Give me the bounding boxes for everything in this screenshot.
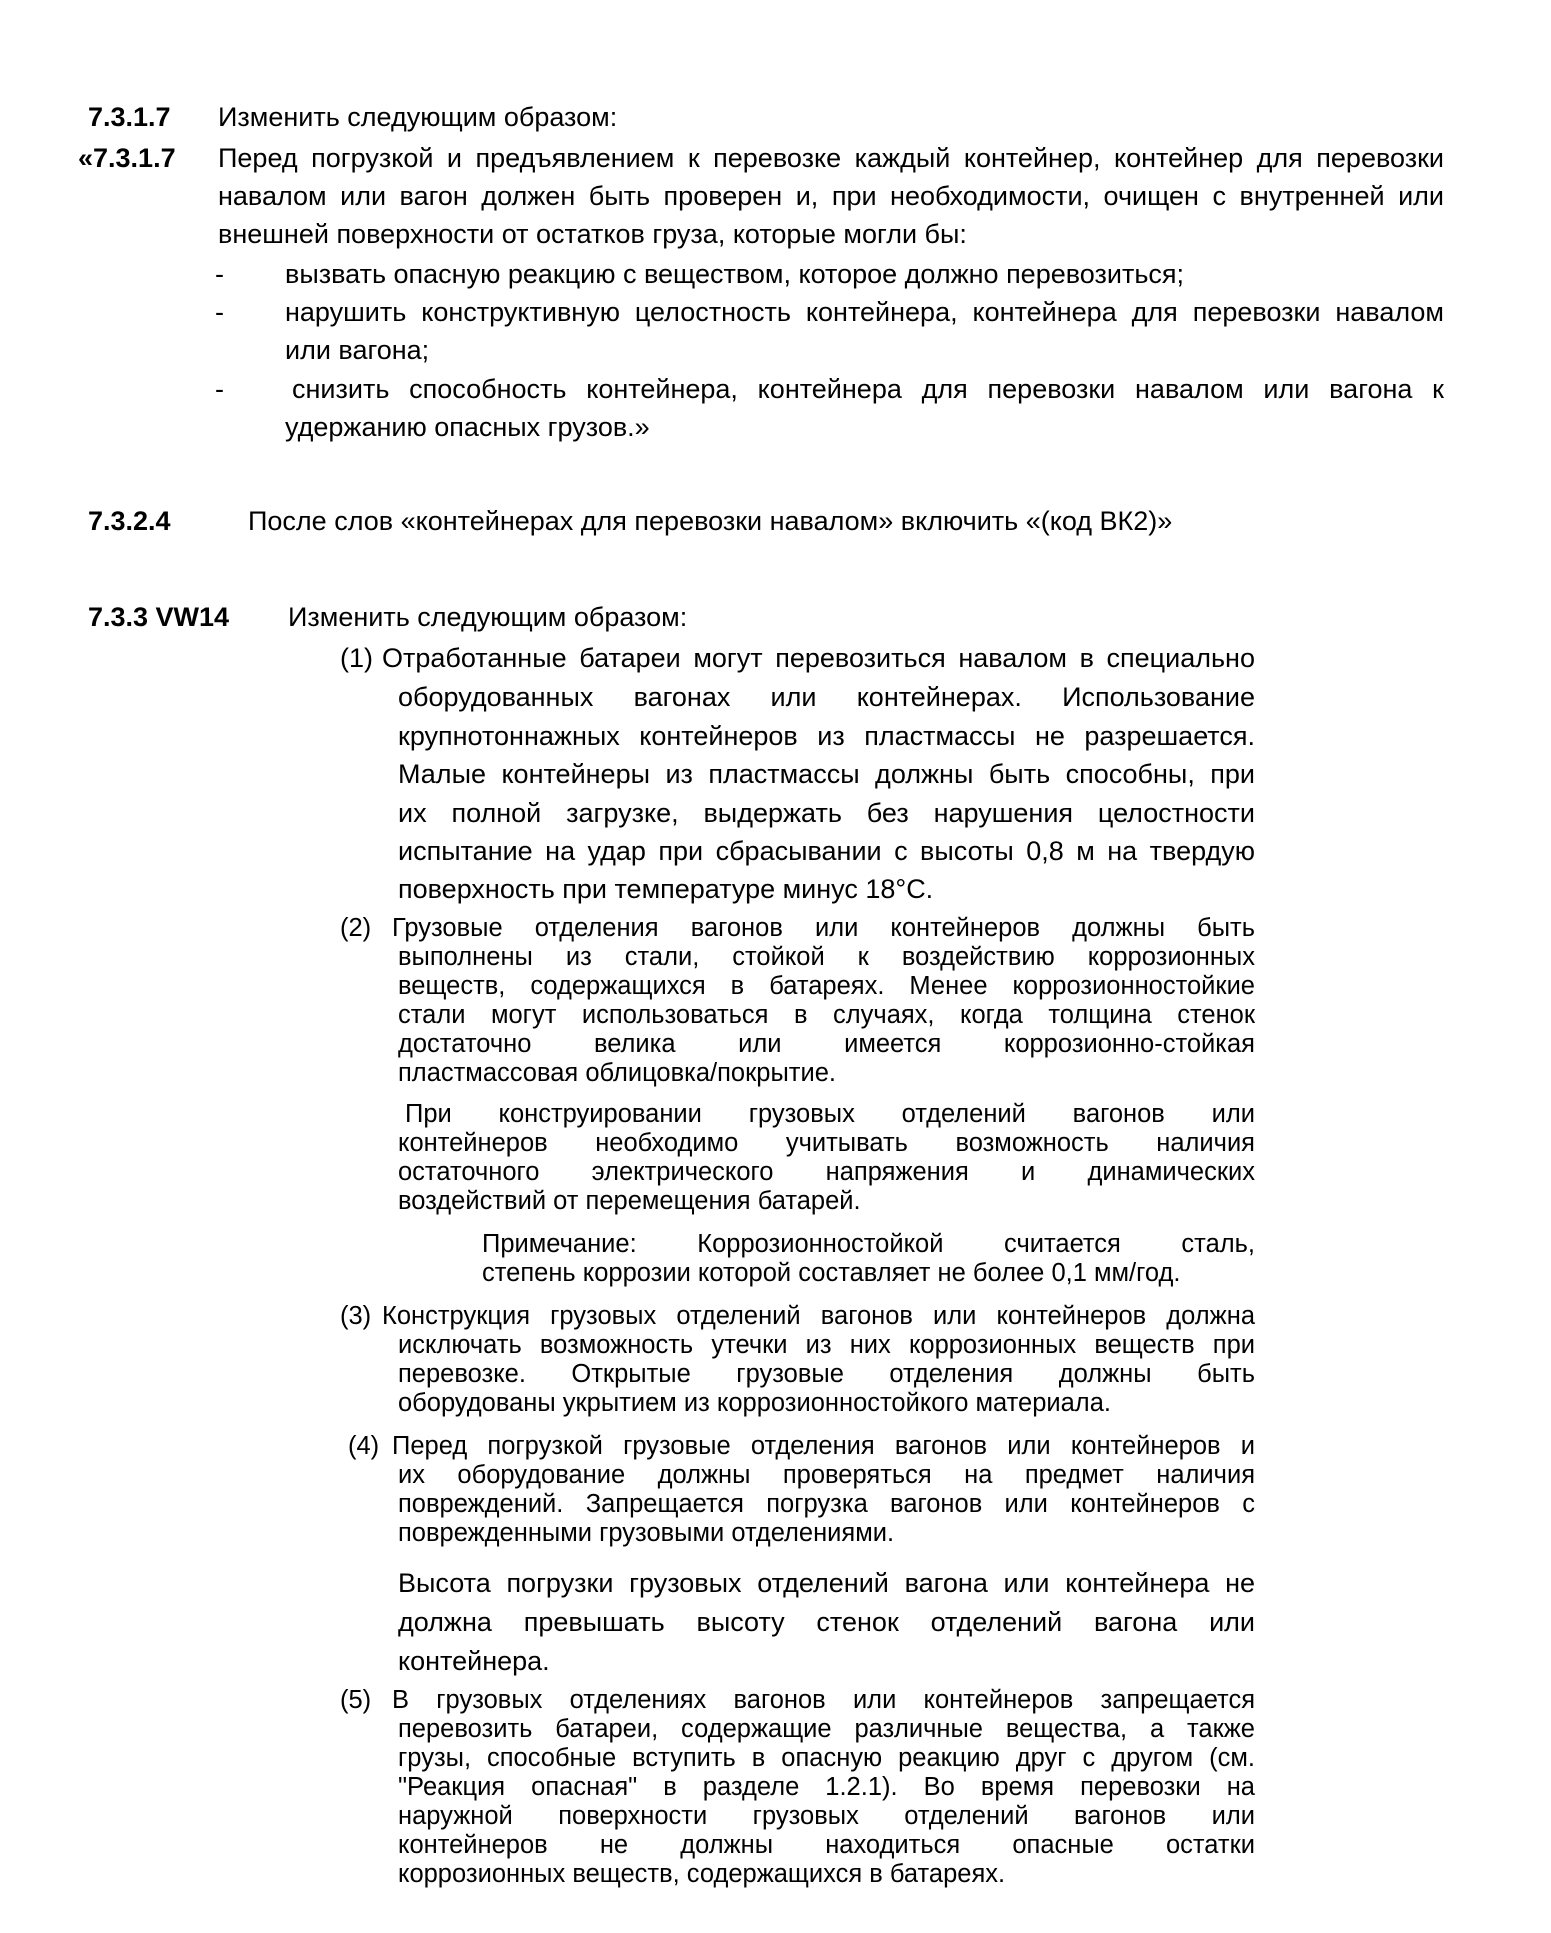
item-line: стали могут использоваться в случаях, когда толщина стенок: [398, 1001, 1255, 1029]
item-line: остаточного электрического напряжения и динамических: [398, 1158, 1255, 1186]
item-line: перевозить батареи, содержащие различные вещества, а также: [398, 1715, 1255, 1743]
item-line: контейнера.: [398, 1646, 550, 1676]
note-line: степень коррозии которой составляет не более 0,1 мм/год.: [482, 1259, 1181, 1287]
bullet-text: или вагона;: [285, 335, 430, 365]
item-line: должна превышать высоту стенок отделений вагона или: [398, 1607, 1255, 1637]
item-number: (1): [340, 643, 373, 673]
bullet-dash: -: [215, 297, 224, 327]
item-number: (5): [340, 1686, 372, 1714]
item-line: оборудованных вагонах или контейнерах. Использование: [398, 682, 1255, 712]
item-line: повреждений. Запрещается погрузка вагонов или контейнеров с: [398, 1490, 1255, 1518]
item-line: Грузовые отделения вагонов или контейнеров должны быть: [392, 914, 1255, 942]
item-line: поврежденными грузовыми отделениями.: [398, 1519, 895, 1547]
item-line: исключать возможность утечки из них коррозионных веществ при: [398, 1331, 1255, 1359]
bullet-dash: -: [215, 259, 224, 289]
item-line: пластмассовая облицовка/покрытие.: [398, 1059, 836, 1087]
item-line: перевозке. Открытые грузовые отделения должны быть: [398, 1360, 1255, 1388]
item-line: В грузовых отделениях вагонов или контейнеров запрещается: [392, 1686, 1255, 1714]
section-number: 7.3.1.7: [88, 102, 171, 132]
item-line: Отработанные батареи могут перевозиться навалом в специально: [382, 643, 1255, 673]
item-line: Перед погрузкой грузовые отделения вагонов или контейнеров и: [392, 1432, 1255, 1460]
item-line: коррозионных веществ, содержащихся в батареях.: [398, 1860, 1006, 1888]
bullet-text: снизить способность контейнера, контейнера для перевозки навалом или вагона к: [292, 374, 1444, 404]
bullet-text: вызвать опасную реакцию с веществом, которое должно перевозиться;: [285, 259, 1185, 289]
section-number: 7.3.3 VW14: [88, 602, 230, 632]
item-line: крупнотоннажных контейнеров из пластмассы не разрешается.: [398, 721, 1255, 751]
item-line: испытание на удар при сбрасывании с высоты 0,8 м на твердую: [398, 836, 1255, 866]
paragraph-line: внешней поверхности от остатков груза, которые могли бы:: [218, 219, 967, 249]
item-line: поверхность при температуре минус 18°С.: [398, 874, 934, 904]
note-line: Примечание: Коррозионностойкой считается сталь,: [482, 1230, 1255, 1258]
item-number: (2): [340, 914, 372, 942]
item-line: Высота погрузки грузовых отделений вагона или контейнера не: [398, 1568, 1255, 1598]
section-instruction: Изменить следующим образом:: [218, 102, 618, 132]
item-line: контейнеров не должны находиться опасные остатки: [398, 1831, 1255, 1859]
bullet-text: удержанию опасных грузов.»: [285, 412, 650, 442]
bullet-dash: -: [215, 374, 224, 404]
item-number: (4): [348, 1432, 380, 1460]
item-line: Малые контейнеры из пластмассы должны быть способны, при: [398, 759, 1255, 789]
section-text: После слов «контейнерах для перевозки навалом» включить «(код ВК2)»: [248, 506, 1173, 536]
item-line: воздействий от перемещения батарей.: [398, 1187, 861, 1215]
item-line: При конструировании грузовых отделений вагонов или: [405, 1100, 1255, 1128]
bullet-text: нарушить конструктивную целостность контейнера, контейнера для перевозки навалом: [285, 297, 1444, 327]
paragraph-line: Перед погрузкой и предъявлением к перевозке каждый контейнер, контейнер для перевозки: [218, 143, 1444, 173]
item-line: оборудованы укрытием из коррозионностойкого материала.: [398, 1389, 1111, 1417]
item-line: контейнеров необходимо учитывать возможность наличия: [398, 1129, 1255, 1157]
item-line: наружной поверхности грузовых отделений вагонов или: [398, 1802, 1255, 1830]
paragraph-line: навалом или вагон должен быть проверен и, при необходимости, очищен с внутренней или: [218, 181, 1444, 211]
item-line: достаточно велика или имеется коррозионно-стойкая: [398, 1030, 1255, 1058]
item-line: их оборудование должны проверяться на предмет наличия: [398, 1461, 1255, 1489]
item-line: веществ, содержащихся в батареях. Менее коррозионностойкие: [398, 972, 1255, 1000]
item-line: Конструкция грузовых отделений вагонов или контейнеров должна: [382, 1302, 1255, 1330]
item-line: выполнены из стали, стойкой к воздействию коррозионных: [398, 943, 1255, 971]
section-instruction: Изменить следующим образом:: [288, 602, 688, 632]
item-line: грузы, способные вступить в опасную реакцию друг с другом (см.: [398, 1744, 1255, 1772]
section-number: 7.3.2.4: [88, 506, 171, 536]
item-number: (3): [340, 1302, 372, 1330]
quoted-section-number: «7.3.1.7: [78, 143, 176, 173]
item-line: их полной загрузке, выдержать без нарушения целостности: [398, 798, 1255, 828]
item-line: "Реакция опасная" в разделе 1.2.1). Во время перевозки на: [398, 1773, 1255, 1801]
